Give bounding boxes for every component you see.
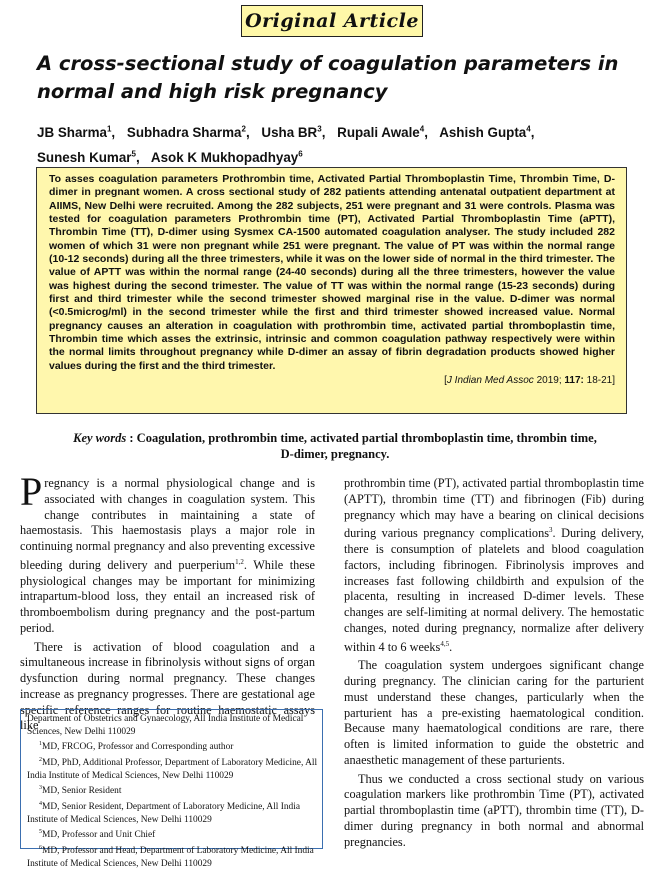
affiliation-item: $^6$MD, Professor and Head, Department of Laboratory Medicine, All India Institute of Medical Sciences, New Delhi 110029 bbox=[27, 844, 314, 869]
affiliation-department: Department of Obstetrics and Gynaecology, All India Institute of Medical Sciences, New Delhi 110029 bbox=[27, 714, 304, 737]
affiliation-item: $^5$MD, Professor and Unit Chief bbox=[39, 829, 156, 841]
affiliation-item: $^3$MD, Senior Resident bbox=[39, 785, 122, 797]
body-column-left bbox=[20, 469, 315, 737]
body-paragraph: Pregnancy is a normal physiological change and is associated with changes in coagulation system. This change contributes in maintaining a state of haemostasis. This haemostasis plays a major role in continuing normal pregnancy and also preventing excessive bleeding during delivery and puerperium$^{1,2}$. While these physiological changes may be important for minimizing intrapartum-blood loss, they entail an increased risk of thromboembolism during pregnancy and the post-partum period. bbox=[20, 469, 315, 635]
journal-name: J Indian Med Assoc bbox=[446, 375, 534, 387]
keywords-label: Key words bbox=[73, 431, 127, 445]
author: Rupali Awale$^4$, bbox=[337, 125, 428, 141]
keywords bbox=[70, 430, 600, 462]
abstract-box bbox=[36, 167, 627, 414]
author-list bbox=[37, 119, 637, 168]
affiliation-item: $^2$MD, PhD, Additional Professor, Department of Laboratory Medicine, All India Institute of Medical Sciences, New Delhi 110029 bbox=[27, 756, 318, 781]
drop-cap: P bbox=[20, 469, 43, 514]
author: Subhadra Sharma$^2$, bbox=[126, 125, 250, 141]
article-type-banner bbox=[241, 5, 423, 37]
article-type-label: Original Article bbox=[245, 10, 419, 32]
abstract-text: To asses coagulation parameters Prothrombin time, Activated Partial Thromboplastin Time, Thrombin Time, D-dimer in pregnant women. A cross sectional study of 282 patients attending antenatal outpatient department at AIIMS, New Delhi were recruited. Among the 282 subjects, 251 were pregnant and 31 were controls. Plasma was tested for coagulation parameters Prothrombin time (PT), Activated Partial Thromboplastin Time (aPTT), Thrombin Time (TT), D-dimer using Sysmex CA-1500 automated coagulation analyser. The study included 282 women of which 31 were non pregnant while 251 were pregnant. The value of PT was within the normal range (10-12 seconds) during all the three trimesters, while it was on the lower side of normal in the third trimester. The value of APTT was within the normal range (24-40 seconds) during all the three trimesters, however the value was highest during the second trimester. The value of TT was within the normal range (15-23 seconds) during first and third trimester while the second trimester showed marginal rise in the value. D-dimer was normal (<0.5microg/ml) in the second trimester while the first and third trimester showed increased value. Normal pregnancy causes an alteration in coagulation with prothrombin time, activated partial thromboplastin time, Thrombin time which asses the extrinsic, intrinsic and common coagulation pathway respectively were within the normal limits throughout pregnancy while D-dimer an assay of fibrin degradation products showed higher values during the first and the third trimester. bbox=[49, 173, 615, 372]
article-title: A cross-sectional study of coagulation parameters in normal and high risk pregnancy bbox=[37, 52, 619, 103]
body-paragraph: The coagulation system undergoes significant change during pregnancy. The clinician caring for the parturient must understand these changes, particularly when the parturient has a pre-existing haematological condition. Because many haematological conditions are rare, there often is limited information to guide the obstetric and anaesthetic management of these parturients. bbox=[344, 658, 644, 767]
author: Sunesh Kumar$^5$, bbox=[37, 149, 140, 165]
affiliation-box bbox=[20, 709, 323, 869]
body-paragraph: Thus we conducted a cross sectional study on various coagulation markers like prothrombin Time (PT), activated partial thromboplastin time (aPTT), thrombin time (TT), D-dimer during pregnancy in both normal and abnormal pregnancies. bbox=[344, 771, 644, 849]
affiliation-item: $^1$MD, FRCOG, Professor and Corresponding author bbox=[39, 741, 234, 753]
keywords-text: : Coagulation, prothrombin time, activated partial thromboplastin time, thrombin time, D-dimer, pregnancy. bbox=[126, 431, 597, 461]
body-column-right bbox=[344, 476, 644, 853]
author: Usha $BR^3$, bbox=[261, 125, 326, 141]
author: JB Sharma$^1$, bbox=[37, 125, 116, 141]
author: Asok K Mukhopadhyay$^6$ bbox=[150, 149, 303, 165]
body-paragraph: prothrombin time (PT), activated partial thromboplastin time (APTT), thrombin time (TT) and fibrinogen (Fib) during pregnancy which may have a bearing on clinical decisions during various pregnancy complications$^3$. During delivery, there is consumption of platelets and blood coagulation factors, including fibrinogen. Fibrinolysis improves and increases fast following childbirth and expulsion of the placenta, resulting in increased D-dimer levels. These changes are self-limiting at normal delivery. The hemostatic changes, noted during pregnancy, normalize after delivery within 4 to 6 weeks$^{4,5}$. bbox=[344, 476, 644, 654]
affiliation-item: $^4$MD, Senior Resident, Department of Laboratory Medicine, All India Institute of Medical Sciences, New Delhi 110029 bbox=[27, 800, 301, 825]
body-paragraph: There is activation of blood coagulation and a simultaneous increase in fibrinolysis without signs of organ dysfunction during normal pregnancy. These changes increase as pregnancy progresses. There are gestational age specific reference ranges for routine haemostatic assays like bbox=[20, 639, 315, 733]
citation: [J Indian Med Assoc 2019; 117: 18-21] bbox=[444, 375, 615, 387]
author: Ashish Gupta$^4$, bbox=[439, 125, 535, 141]
